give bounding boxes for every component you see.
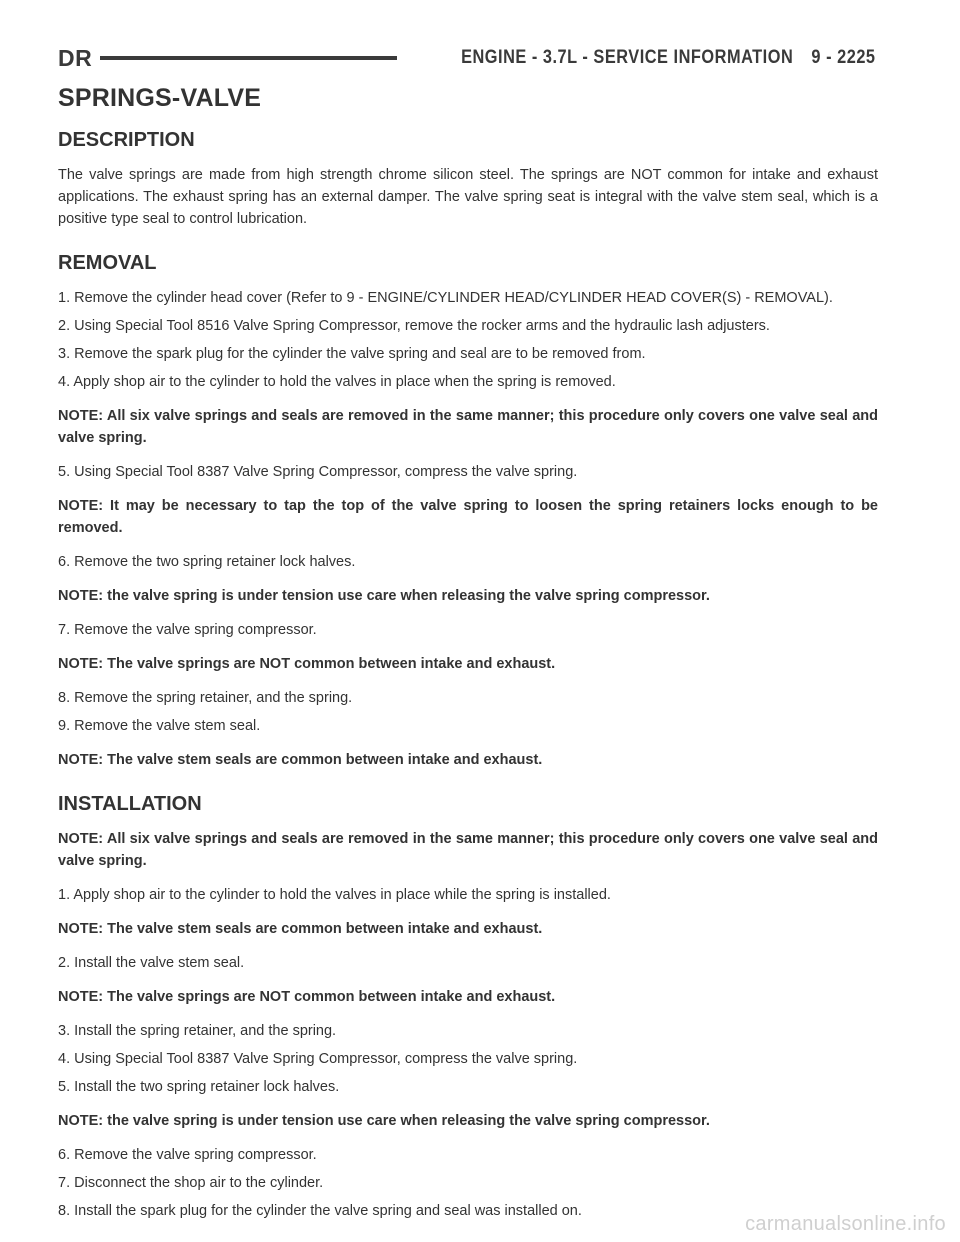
- removal-note: NOTE: All six valve springs and seals are removed in the same manner; this procedure only covers one valve seal and valve spring.: [58, 408, 878, 446]
- header-page-number: 9 - 2225: [811, 47, 876, 68]
- installation-step: 6. Remove the valve spring compressor.: [58, 1147, 317, 1163]
- installation-note: NOTE: All six valve springs and seals are removed in the same manner; this procedure only covers one valve seal and valve spring.: [58, 831, 878, 869]
- page-header: [58, 46, 876, 70]
- removal-step: 6. Remove the two spring retainer lock halves.: [58, 554, 356, 570]
- removal-note: NOTE: the valve spring is under tension use care when releasing the valve spring compressor.: [58, 588, 710, 604]
- header-model: DR: [58, 44, 93, 71]
- removal-step: 7. Remove the valve spring compressor.: [58, 622, 317, 638]
- header-title: ENGINE - 3.7L - SERVICE INFORMATION: [461, 47, 794, 68]
- removal-step: 4. Apply shop air to the cylinder to hold the valves in place when the spring is removed.: [58, 374, 616, 390]
- removal-note: NOTE: The valve stem seals are common between intake and exhaust.: [58, 752, 543, 768]
- installation-step: 3. Install the spring retainer, and the spring.: [58, 1023, 337, 1039]
- watermark: carmanualsonline.info: [745, 1213, 946, 1235]
- installation-step: 7. Disconnect the shop air to the cylinder.: [58, 1175, 324, 1191]
- description-paragraph: The valve springs are made from high strength chrome silicon steel. The springs are NOT common for intake and exhaust applications. The exhaust spring has an external damper. The valve spring seat is integral with the valve stem seal, which is a positive type seal to control lubrication.: [58, 167, 878, 227]
- removal-step: 1. Remove the cylinder head cover (Refer to 9 - ENGINE/CYLINDER HEAD/CYLINDER HEAD COVER(S) - REMOVAL).: [58, 290, 833, 306]
- document-body: [58, 84, 878, 1228]
- installation-note: NOTE: The valve springs are NOT common between intake and exhaust.: [58, 989, 556, 1005]
- installation-step: 2. Install the valve stem seal.: [58, 955, 245, 971]
- installation-step: 4. Using Special Tool 8387 Valve Spring Compressor, compress the valve spring.: [58, 1051, 578, 1067]
- removal-step: 3. Remove the spark plug for the cylinder the valve spring and seal are to be removed from.: [58, 346, 646, 362]
- section-heading-installation: INSTALLATION: [58, 793, 202, 815]
- removal-step: 5. Using Special Tool 8387 Valve Spring Compressor, compress the valve spring.: [58, 464, 578, 480]
- installation-note: NOTE: The valve stem seals are common between intake and exhaust.: [58, 921, 543, 937]
- installation-step: 1. Apply shop air to the cylinder to hold the valves in place while the spring is installed.: [58, 887, 611, 903]
- removal-step: 8. Remove the spring retainer, and the spring.: [58, 690, 353, 706]
- removal-step: 2. Using Special Tool 8516 Valve Spring Compressor, remove the rocker arms and the hydraulic lash adjusters.: [58, 318, 770, 334]
- installation-step: 8. Install the spark plug for the cylinder the valve spring and seal was installed on.: [58, 1203, 582, 1219]
- removal-note: NOTE: The valve springs are NOT common between intake and exhaust.: [58, 656, 556, 672]
- section-heading-removal: REMOVAL: [58, 252, 157, 274]
- removal-step: 9. Remove the valve stem seal.: [58, 718, 261, 734]
- header-rule: [100, 56, 397, 60]
- installation-step: 5. Install the two spring retainer lock halves.: [58, 1079, 340, 1095]
- installation-note: NOTE: the valve spring is under tension use care when releasing the valve spring compressor.: [58, 1113, 710, 1129]
- removal-note: NOTE: It may be necessary to tap the top of the valve spring to loosen the spring retainers locks enough to be removed.: [58, 498, 878, 536]
- page-title: SPRINGS-VALVE: [58, 84, 262, 112]
- section-heading-description: DESCRIPTION: [58, 129, 195, 151]
